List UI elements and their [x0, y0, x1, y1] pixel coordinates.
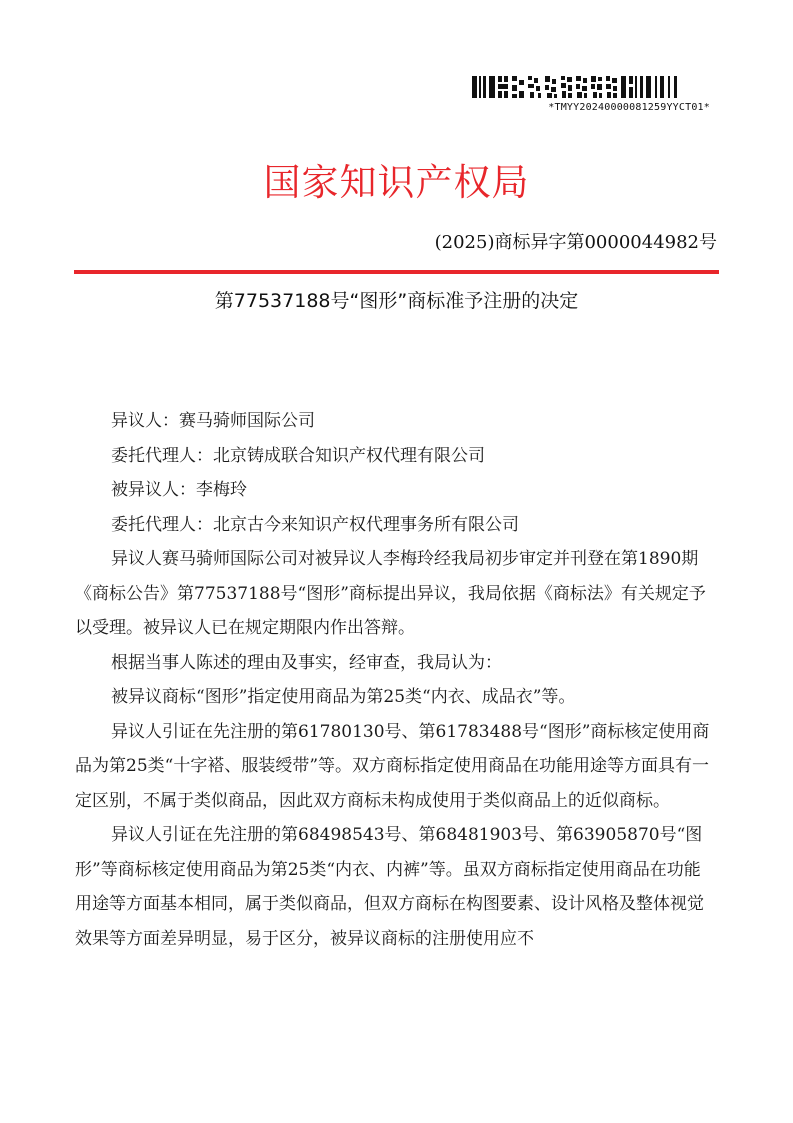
paragraph: 异议人赛马骑师国际公司对被异议人李梅玲经我局初步审定并刊登在第1890期《商标公告》第77537188号“图形”商标提出异议，我局依据《商标法》有关规定予以受理。被异议人已在规定期限内作出答辩。	[75, 549, 706, 638]
paragraph: 异议人引证在先注册的第61780130号、第61783488号“图形”商标核定使用商品为第25类“十字褡、服装绶带”等。双方商标指定使用商品在功能用途等方面具有一定区别，不属于类似商品，因此双方商标未构成使用于类似商品上的近似商标。	[75, 721, 710, 811]
paragraph: 被异议商标“图形”指定使用商品为第25类“内衣、成品衣”等。	[111, 687, 576, 707]
barcode-code-text: *TMYY20240000081259YYCT01*	[548, 102, 710, 113]
party-value: 赛马骑师国际公司	[179, 411, 315, 431]
party-label: 被异议人：	[111, 480, 196, 500]
party-label: 委托代理人：	[111, 445, 213, 466]
decision-title: 第77537188号“图形”商标准予注册的决定	[214, 290, 579, 312]
party-respondent	[75, 473, 713, 508]
party-label: 委托代理人：	[111, 514, 213, 535]
paragraph: 异议人引证在先注册的第68498543号、第68481903号、第63905870号“图形”等商标核定使用商品为第25类“内衣、内裤”等。虽双方商标指定使用商品在功能用途等方面基本相同，属于类似商品，但双方商标在构图要素、设计风格及整体视觉效果等方面差异明显，易于区分，被异议商标的注册使用应不	[75, 825, 704, 949]
paragraph: 根据当事人陈述的理由及事实，经审查，我局认为：	[111, 652, 502, 673]
party-opponent-agent	[75, 439, 713, 474]
party-label: 异议人：	[111, 411, 179, 431]
party-value: 北京古今来知识产权代理事务所有限公司	[213, 514, 519, 535]
document-number: (2025)商标异字第0000044982号	[434, 232, 717, 253]
red-divider-rule	[74, 270, 719, 274]
party-respondent-agent	[75, 508, 713, 543]
party-value: 北京铸成联合知识产权代理有限公司	[213, 445, 485, 466]
party-opponent	[75, 404, 713, 439]
issuing-agency-title: 国家知识产权局	[263, 161, 530, 204]
barcode-graphic	[472, 72, 706, 100]
party-value: 李梅玲	[196, 480, 247, 500]
decision-body	[75, 404, 713, 956]
barcode	[466, 62, 716, 118]
